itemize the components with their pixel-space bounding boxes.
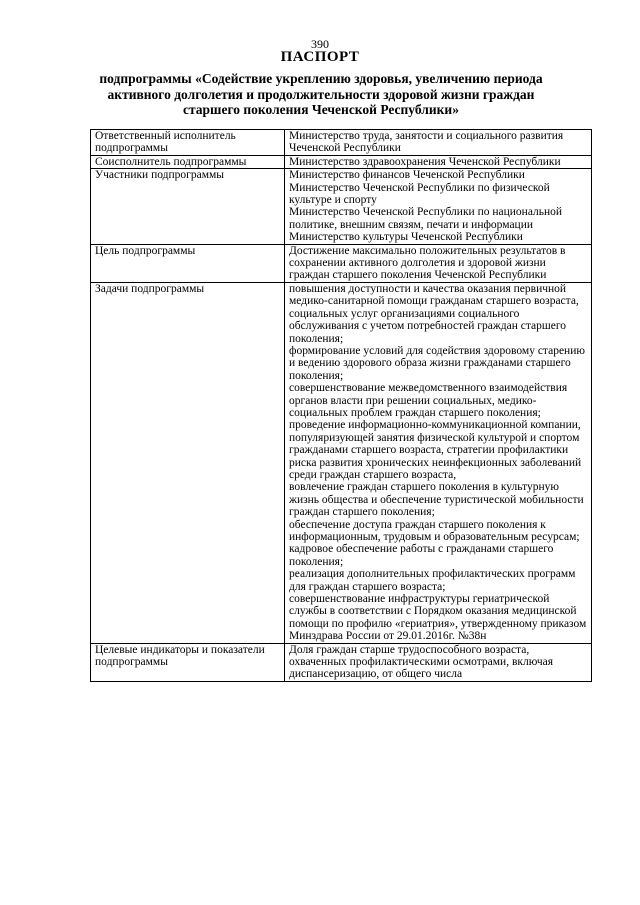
row-label-responsible: Ответственный исполнитель подпрограммы [91, 130, 285, 156]
list-item: Доля граждан старше трудоспособного возраста, охваченных профилактическими осмотрами, включая диспансеризацию, от общего числа [289, 643, 554, 681]
row-label-tasks: Задачи подпрограммы [91, 282, 285, 643]
list-item: Достижение максимально положительных результатов в сохранении активного долголетия и здоровой жизни граждан старшего поколения Чеченской Республики [289, 244, 566, 282]
list-item: кадровое обеспечение работы с гражданами старшего поколения; [289, 543, 554, 568]
row-value-goal [285, 244, 592, 282]
table-row-participants [91, 169, 592, 244]
list-item: Министерство Чеченской Республики по национальной политике, внешним связям, печати и информации [289, 206, 563, 231]
list-item: реализация дополнительных профилактических программ для граждан старшего возраста; [289, 568, 576, 593]
row-value-indicators [285, 643, 592, 681]
row-label-indicators: Целевые индикаторы и показатели подпрограммы [91, 643, 285, 681]
table-row-goal [91, 244, 592, 282]
list-item: Министерство здравоохранения Чеченской Республики [289, 155, 561, 168]
table-row-indicators [91, 643, 592, 681]
row-value-coexecutor [285, 155, 592, 168]
list-item: Министерство Чеченской Республики по физической культуре и спорту [289, 181, 550, 207]
row-value-participants [285, 169, 592, 244]
table-row-coexecutor [91, 155, 592, 168]
list-item: совершенствование инфраструктуры гериатрической службы в соответствии с Порядком оказания медицинской помощи по профилю «гериатрия», утвержденному приказом Минздрава России от 29.01.2016г. №38н [289, 593, 587, 643]
page-number: 390 [311, 37, 329, 51]
list-item: повышения доступности и качества оказания первичной медико-санитарной помощи гражданам старшего возраста, социальных услуг организациями социального обслуживания с учетом потребностей граждан старшего поколения; [289, 282, 579, 345]
row-value-responsible [285, 130, 592, 156]
row-label-coexecutor: Соисполнитель подпрограммы [91, 155, 285, 168]
list-item: обеспечение доступа граждан старшего поколения к информационным, трудовым и образовательным ресурсам; [289, 518, 580, 543]
list-item: вовлечение граждан старшего поколения в культурную жизнь общества и обеспечение туристической мобильности граждан старшего поколения; [289, 481, 584, 519]
list-item: совершенствование межведомственного взаимодействия органов власти при решении социальных, медико-социальных проблем граждан старшего поколения; [289, 382, 568, 419]
row-label-goal: Цель подпрограммы [91, 244, 285, 282]
list-item: Министерство финансов Чеченской Республики [289, 169, 525, 182]
list-item: Министерство труда, занятости и социального развития Чеченской Республики [289, 130, 564, 155]
table-row-tasks [91, 282, 592, 643]
passport-table [90, 129, 592, 682]
row-value-tasks [285, 282, 592, 643]
list-item: формирование условий для содействия здоровому старению и ведению здорового образа жизни гражданами старшего поколения; [289, 344, 585, 382]
table-row-responsible [91, 130, 592, 156]
document-subtitle: подпрограммы «Содействие укреплению здоровья, увеличению периода активного долголетия и продолжительности здоровой жизни граждан старшего поколения Чеченской Республики» [99, 71, 543, 117]
document-title: ПАСПОРТ [280, 49, 360, 65]
list-item: проведение информационно-коммуникационной компании, популяризующей занятия физической культурой и спортом гражданами старшего возраста, стратегии профилактики риска развития хронических неинфекционных заболеваний среди граждан старшего возраста, [289, 419, 582, 481]
row-label-participants: Участники подпрограммы [91, 169, 285, 244]
list-item: Министерство культуры Чеченской Республики [289, 231, 523, 244]
